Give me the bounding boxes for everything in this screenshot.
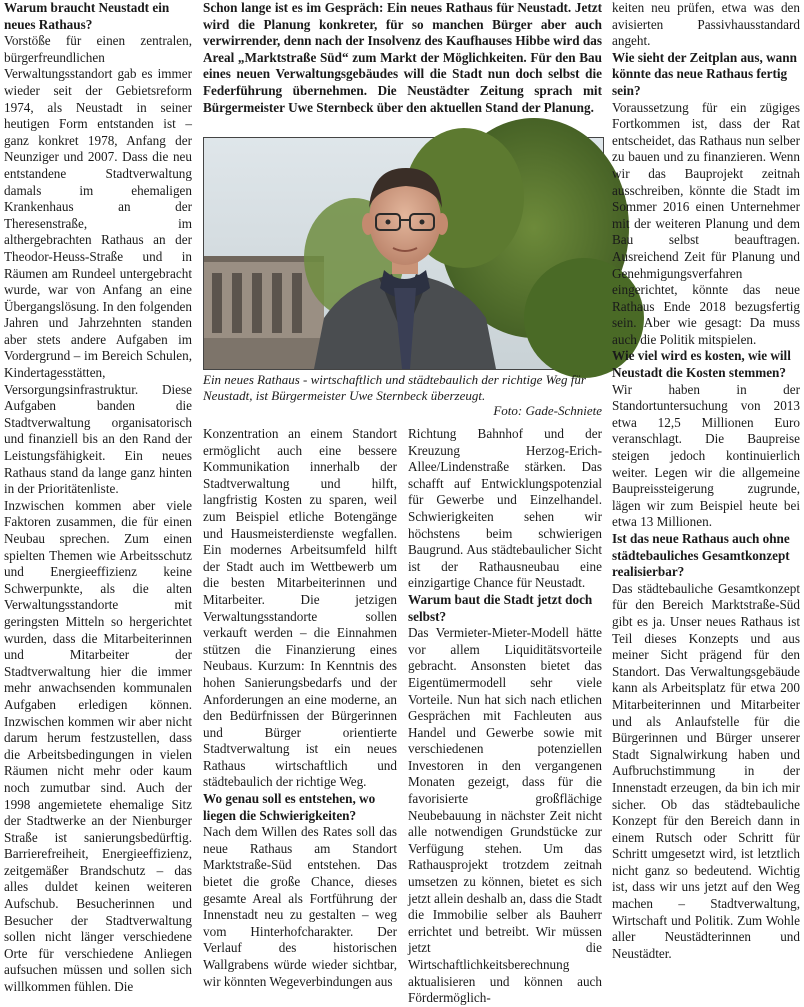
col4-paragraph-3: Wir haben in der Standortuntersuchung von 2013 etwa 12,5 Millionen Euro veranschlagt. Die Baupreise steigen jedoch kontinuierlich weiter. Legen wir die allgemeine Baupreissteigerung zugrunde, lägen wir zum Beispiel heute bei etwa 13 Millionen. — [612, 381, 800, 530]
col2-paragraph-2: Nach dem Willen des Rates soll das neue Rathaus am Standort Marktstraße-Süd entstehen. Das bietet die große Chance, dieses gesamte Areal als Fortführung der Innenstadt neu zu gestalten – weg vom Hinterhofcharakter. Der Verlauf des historischen Wallgrabens würde wieder sichtbar, wir könnten Wegeverbindungen aus — [203, 824, 397, 989]
column-2 — [203, 426, 397, 989]
photo-caption — [203, 372, 602, 419]
col3-paragraph-2: Das Vermieter-Mieter-Modell hätte vor allem Liquiditätsvorteile gebracht. Ansonsten bietet das Eigentümermodell sehr viele Vorteile. Nun hat sich nach etlichen Gesprächen mit Fachleuten aus Handel und Gewerbe sowie mit verschiedenen potenziellen Investoren in den vergangenen Monaten gezeigt, dass für die favorisierte großflächige Neubebauung in nächster Zeit nicht alle notwendigen Grundstücke zur Verfügung stehen. Um das Rathausprojekt trotzdem zeitnah umsetzen zu können, bietet es sich jetzt allein deshalb an, dass die Stadt die Immobilie selber als Bauherr errichtet und betreibt. Wir müssen jetzt die Wirtschaftlichkeitsberechnung aktualisieren und können auch Fördermöglich- — [408, 625, 602, 1006]
question-location: Wo genau soll es entstehen, wo liegen die Schwierigkeiten? — [203, 791, 376, 823]
question-schedule: Wie sieht der Zeitplan aus, wann könnte das neue Rathaus fertig sein? — [612, 49, 797, 98]
col1-paragraph-1: Vorstöße für einen zentralen, bürgerfreundlichen Verwaltungsstandort gab es immer wieder seit der Gebietsreform 1974, als Neustadt in seiner heutigen Form entstanden ist – ganz konkret 1978, Anfang der Neunziger und 2007. Dass die neu entstandene Stadtverwaltung damals im ehemaligen Krankenhaus an der Theresenstraße, im althergebrachten Rathaus an der Theodor-Heuss-Straße und in Räumen am Rundeel untergebracht wurde, war von Anfang an eine Übergangslösung. In den folgenden Jahren und Jahrzehnten standen aber stets andere Aufgaben im Vordergrund – im Bereich Schulen, Kindertagesstätten, Versorgungsinfrastruktur. Diese Aufgaben banden die Stadtverwaltung organisatorisch und finanziell bis an den Rand der Leistungsfähigkeit. Ein neues Rathaus stand da lange ganz hinten in der Prioritätenliste. — [4, 33, 193, 497]
col4-paragraph-1: keiten neu prüfen, etwa was den avisierten Passivhausstandard angeht. — [612, 0, 800, 49]
caption-text: Ein neues Rathaus - wirtschaftlich und städtebaulich der richtige Weg für Neustadt, ist Bürgermeister Uwe Sternbeck überzeugt. — [203, 372, 586, 403]
question-costs: Wie viel wird es kosten, wie will Neustadt die Kosten stemmen? — [612, 348, 791, 381]
col4-paragraph-2: Voraussetzung für ein zügiges Fortkommen ist, dass der Rat entscheidet, das Rathaus nun selber zu bauen und zu finanzieren. Wenn wir das Bauprojekt zeitnah ausschreiben, könnte die Stadt im Sommer 2016 einen Unternehmer mit der weiteren Planung und dem Bau selbst beauftragen. Ausreichend Zeit für Planung und Genehmigungsverfahren eingerichtet, könnte das neue Rathaus Ende 2018 bezugsfertig sein. Aber wie gesagt: Da muss auch die Politik mitspielen. — [612, 99, 800, 347]
col4-paragraph-4: Das städtebauliche Gesamtkonzept für den Bereich Marktstraße-Süd gibt es ja. Unser neues Rathaus ist Teil dieses Konzepts und aus meiner Sicht prägend für den Standort. Das Verwaltungsgebäude kann als Arbeitsplatz für etwa 200 Mitarbeiterinnen und Mitarbeiter und als Anlaufstelle für die Bürgerinnen und Bürger unserer Stadt Signalwirkung haben und Aufbruchstimmung in der Innenstadt erzeugen, da bin ich mir sicher. Ob das städtebauliche Konzept für den Bereich dann in einem Rutsch oder Schritt für Schritt umgesetzt wird, ist letztlich nicht ganz so bedeutend. Wichtig ist, dass wir uns jetzt auf den Weg machen – Stadtverwaltung, Wirtschaft und Politik. Zum Wohle aller Neustädterinnen und Neustädter. — [612, 580, 800, 961]
mayor-portrait-image — [204, 138, 603, 369]
col1-paragraph-2: Inzwischen kommen aber viele Faktoren zusammen, die für einen Neubau sprechen. Zum einen spielten Themen wie Arbeitsschutz und Energieeffizienz keine Schwerpunkte, als die alten Verwaltungsstandorte mit geringsten Mitteln so hergerichtet wurden, dass die Mitarbeiterinnen und Mitarbeiter der Stadtverwaltung hier die immer mehr anwachsenden kommunalen Aufgaben erledigen können. Inzwischen kommen wir aber nicht darum herum festzustellen, dass die Arbeitsbedingungen in vielen Räumen nicht mehr oder kaum noch zumutbar sind. Auch der 1998 angemietete ehemalige Sitz der Stadtwerke an der Nienburger Straße ist sanierungsbedürftig. Barrierefreiheit, Energieeffizienz, zeitgemäßer Brandschutz – das alles duldet keinen weiteren Aufschub. Besucherinnen und Besucher der Stadtverwaltung sollen nicht länger verschiedene Orte für verschiedene Anliegen aufsuchen müssen und sollen sich willkommen fühlen. Die — [4, 497, 192, 995]
column-3 — [408, 426, 602, 1006]
question-why-self: Warum baut die Stadt jetzt doch selbst? — [408, 591, 593, 624]
col2-paragraph-1: Konzentration an einem Standort ermöglicht auch eine bessere Kommunikation innerhalb der Stadtverwaltung und hilft, langfristig Kosten zu sparen, weil zum Beispiel etliche Botengänge und Hausmeisterdienste wegfallen. Ein modernes Arbeitsumfeld hilft der Stadt auch im Wettbewerb um die besten Mitarbeiterinnen und Mitarbeiter. Die jetzigen Verwaltungsstandorte sollen verkauft werden – die Einnahmen stützen die Finanzierung eines Neubaus. Kurzum: In Kenntnis des hohen Sanierungsbedarfs und der Anforderungen an eine moderne, an den Bedürfnissen der Bürgerinnen und Bürger orientierte Stadtverwaltung ist ein neues Rathaus wirtschaftlich und städtebaulich der richtige Weg. — [203, 426, 397, 790]
article-lead — [203, 0, 602, 116]
lead-headline: Schon lange ist es im Gespräch: Ein neues Rathaus für Neustadt. — [203, 0, 575, 15]
question-concept: Ist das neue Rathaus auch ohne städtebauliches Gesamtkonzept realisierbar? — [612, 531, 790, 580]
lead-text: Jetzt wird die Planung konkreter, für so manchen Bürger aber auch verwirrender, denn nach der Insolvenz des Kaufhauses Hibbe wird das Areal „Marktstraße Süd“ zum Markt der Möglichkeiten. Für den Bau eines neuen Verwaltungsgebäudes will die Stadt nun doch selbst die Federführung übernehmen. Die Neustädter Zeitung sprach mit Bürgermeister Uwe Sternbeck über den aktuellen Stand der Planung. — [203, 0, 602, 115]
main-headline: Warum braucht Neustadt ein neues Rathaus? — [4, 0, 170, 32]
col3-paragraph-1: Richtung Bahnhof und der Kreuzung Herzog-Erich-Allee/Lindenstraße stärken. Das schafft auf Entwicklungspotenzial für Gewerbe und Einzelhandel. Schwierigkeiten sehen wir höchstens beim schwierigen Baugrund. Aus städtebaulicher Sicht ist der Rathausneubau eine einzigartige Chance für Neustadt. — [408, 426, 602, 591]
column-1 — [4, 0, 193, 995]
column-4 — [612, 0, 800, 974]
photo-credit: Foto: Gade-Schniete — [493, 403, 602, 418]
mayor-photo — [203, 137, 604, 370]
